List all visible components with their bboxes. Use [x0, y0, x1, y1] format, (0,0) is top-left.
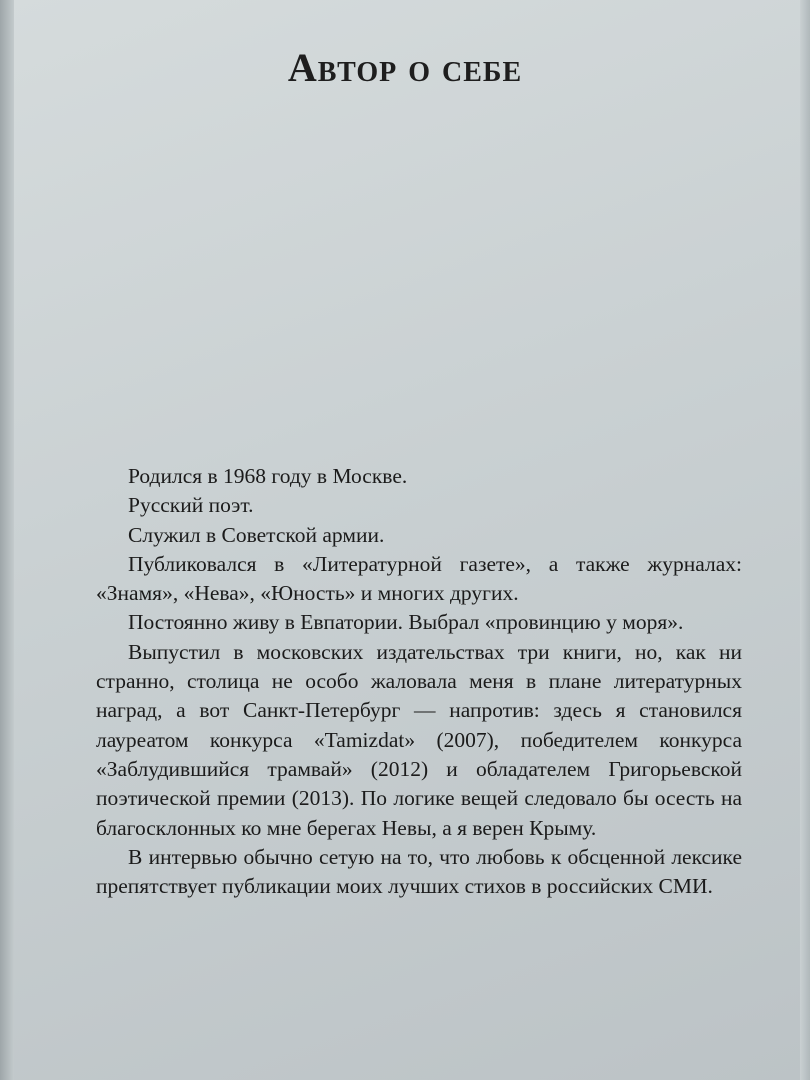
page-right-edge-shadow	[800, 0, 810, 1080]
page-left-edge-shadow	[0, 0, 14, 1080]
paragraph-interview: В интервью обычно сетую на то, что любовь к обсценной лексике препятствует публикации моих лучших стихов в российских СМИ.	[96, 844, 742, 899]
paragraph-books-awards: Выпустил в московских издательствах три книги, но, как ни странно, столица не особо жаловала меня в плане литературных наград, а вот Санкт-Петербург — напротив: здесь я становился лауреатом конкурса «Tamizdat» (2007), победителем конкурса «Заблудившийся трамвай» (2012) и обладателем Григорьевской поэтической премии (2013). По логике вещей следовало бы осесть на благосклонных ко мне берегах Невы, а я верен Крыму.	[96, 639, 742, 840]
paragraph-publications: Публиковался в «Литературной газете», а также журналах: «Знамя», «Нева», «Юность» и многих других.	[96, 551, 742, 606]
page-title: Автор о себе	[287, 45, 523, 90]
body-text	[96, 462, 742, 901]
paragraph-poet: Русский поэт.	[128, 493, 254, 518]
paragraph-residence: Постоянно живу в Евпатории. Выбрал «провинцию у моря».	[128, 610, 684, 635]
paragraph-army: Служил в Советской армии.	[128, 522, 385, 547]
paragraph-birth: Родился в 1968 году в Москве.	[128, 464, 408, 488]
